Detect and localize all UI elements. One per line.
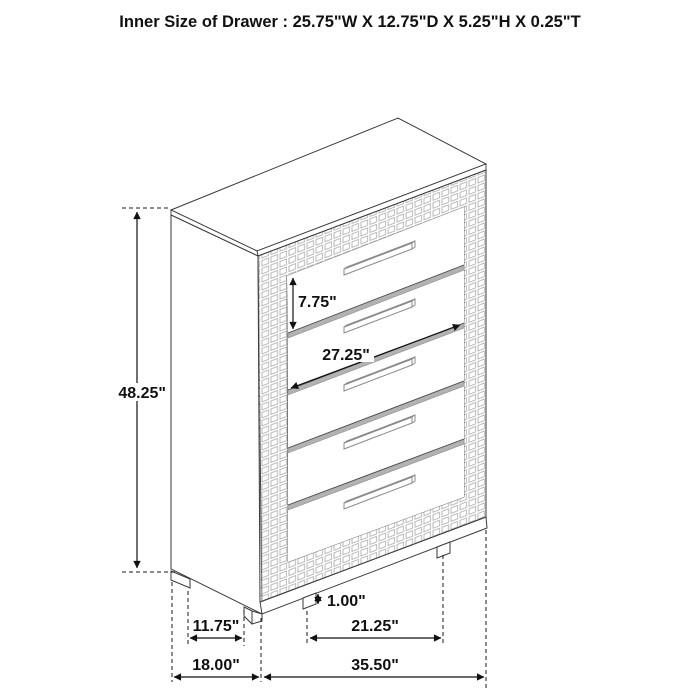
dim-overall-height [112,212,168,568]
dim-front-foot-spacing [310,618,441,638]
dim-front-foot-spacing-label: 21.25" [351,618,399,635]
dim-drawer-width-label: 27.25" [322,347,370,364]
chest-side-panel [171,215,262,614]
dim-overall-depth [174,657,259,677]
dim-side-foot-spacing-label: 11.75" [192,618,240,635]
dim-side-foot-spacing [190,618,242,638]
dim-foot-height-label: 1.00" [327,593,366,610]
dim-drawer-height-label: 7.75" [298,294,337,311]
dim-overall-height-label: 48.25" [118,385,166,402]
dim-overall-width-label: 35.50" [351,657,399,674]
dim-overall-width [264,657,484,677]
dim-overall-depth-label: 18.00" [192,657,240,674]
diagram-title: Inner Size of Drawer : 25.75"W X 12.75"D X 5.25"H X 0.25"T [119,13,581,31]
dim-foot-height [318,593,366,610]
